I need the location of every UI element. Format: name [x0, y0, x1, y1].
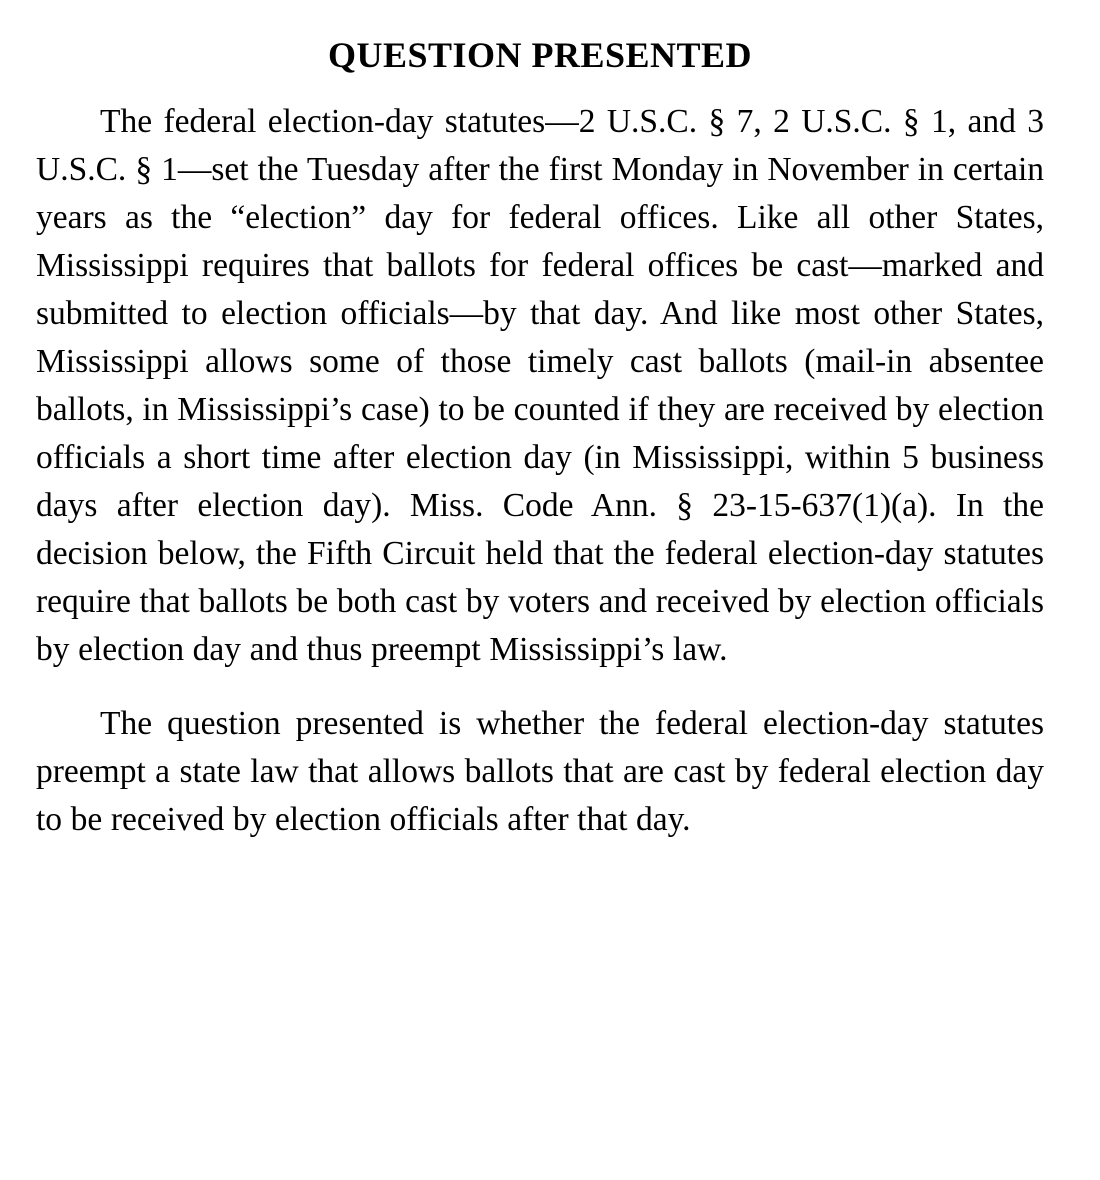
page-title: QUESTION PRESENTED	[327, 35, 753, 75]
paragraph-question-presented-background: The federal election-day statutes—2 U.S.C. § 7, 2 U.S.C. § 1, and 3 U.S.C. § 1—set the Tuesday after the first Monday in November in certain years as the “election” day for federal offices. Like all other States, Mississippi requires that ballots for federal offices be cast—marked and submitted to election officials—by that day. And like most other States, Mississippi allows some of those timely cast ballots (mail-in absentee ballots, in Mississippi’s case) to be counted if they are received by election officials a short time after election day (in Mississippi, within 5 business days after election day). Miss. Code Ann. § 23-15-637(1)(a). In the decision below, the Fifth Circuit held that the federal election-day statutes require that ballots be both cast by voters and received by election officials by election day and thus preempt Mississippi’s law.	[36, 102, 1044, 668]
paragraph-question-presented-statement: The question presented is whether the federal election-day statutes preempt a state law that allows ballots that are cast by federal election day to be received by election officials after that day.	[36, 704, 1044, 838]
